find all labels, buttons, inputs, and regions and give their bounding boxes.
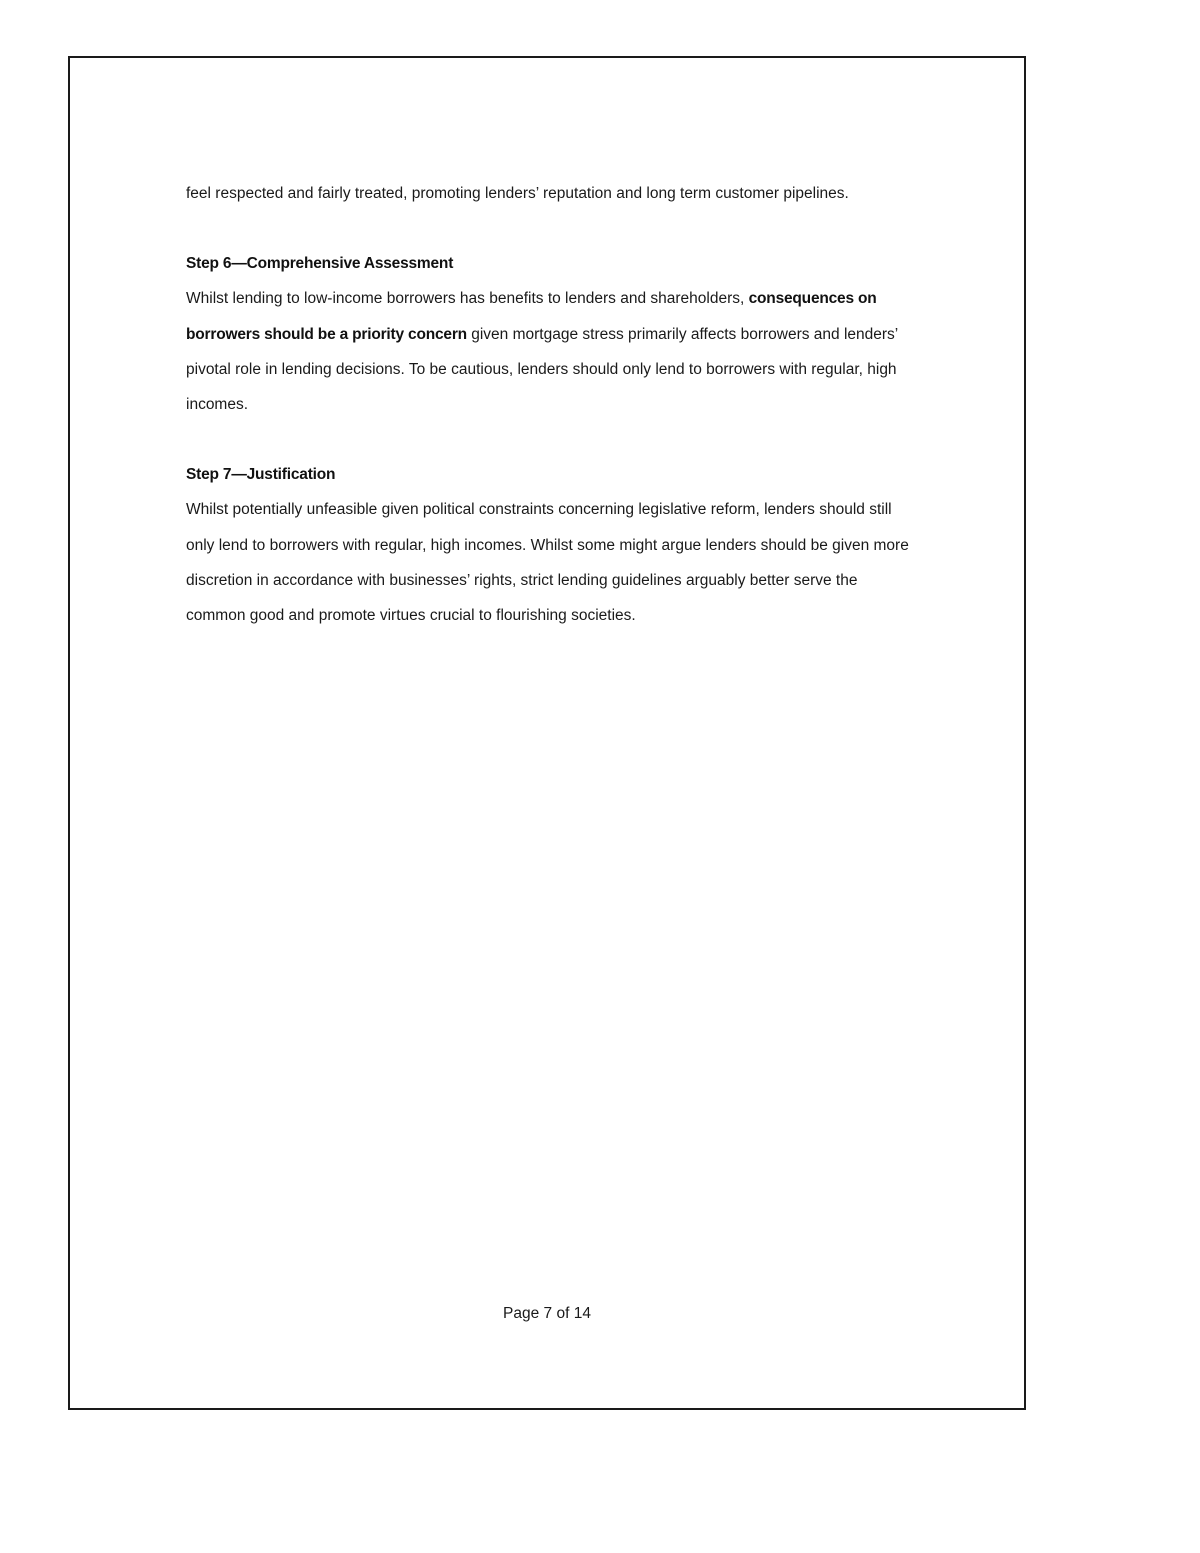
body-text-before-emphasis: Whilst lending to low-income borrowers has benefits to lenders and shareholders,: [186, 290, 749, 308]
page-content: [186, 176, 916, 633]
continuation-paragraph: feel respected and fairly treated, promoting lenders’ reputation and long term customer pipelines.: [186, 185, 849, 202]
section-body-step-7: Whilst potentially unfeasible given political constraints concerning legislative reform, lenders should still only lend to borrowers with regular, high incomes. Whilst some might argue lenders should be given more discretion in accordance with businesses’ rights, strict lending guidelines arguably better serve the common good and promote virtues crucial to flourishing societies.: [186, 501, 909, 625]
document-page: [68, 56, 1026, 1410]
body-text-after-emphasis: given mortgage stress primarily affects borrowers and lenders’ pivotal role in lending decisions. To be cautious, lenders should only lend to borrowers with regular, high incomes.: [186, 325, 898, 414]
paragraph-spacer: [186, 422, 916, 457]
section-body-step-6: [186, 281, 916, 422]
section-heading-step-7: Step 7—Justification: [186, 466, 336, 484]
emphasized-text: consequences on borrowers should be a priority concern: [186, 290, 877, 343]
paragraph-spacer: [186, 211, 916, 246]
section-heading-step-6: Step 6—Comprehensive Assessment: [186, 255, 454, 273]
page-number-footer: Page 7 of 14: [503, 1305, 591, 1322]
